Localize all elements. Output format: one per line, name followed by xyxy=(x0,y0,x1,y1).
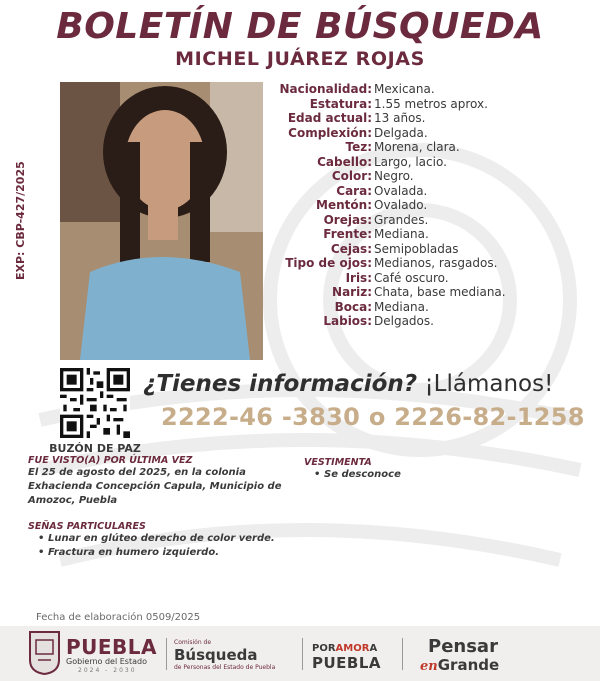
attr-label: Cara: xyxy=(336,183,372,198)
attr-label: Tez: xyxy=(345,140,372,154)
attr-row xyxy=(262,198,592,213)
gobierno-text: Gobierno del Estado xyxy=(66,657,147,666)
last-seen-section xyxy=(28,455,298,508)
last-seen-text: El 25 de agosto del 2025, en la colonia Exhacienda Concepción Capula, Municipio de Amozoc, Puebla xyxy=(28,467,282,506)
attr-value: Mediana. xyxy=(374,299,429,314)
attr-value: Ovalado. xyxy=(374,198,428,212)
list-item: • Se desconoce xyxy=(314,468,504,482)
qr-code-icon[interactable] xyxy=(60,368,130,438)
marks-section xyxy=(28,521,328,560)
attr-value: Grandes. xyxy=(374,212,429,227)
list-item: • Lunar en glúteo derecho de color verde. xyxy=(38,532,328,546)
bulletin-title: BOLETÍN DE BÚSQUEDA xyxy=(56,6,544,47)
buzon-label: BUZÓN DE PAZ xyxy=(49,442,141,455)
attr-value: Medianos, rasgados. xyxy=(374,256,498,270)
divider xyxy=(302,638,303,670)
state-shield-icon xyxy=(28,630,61,676)
grande-text: Grande xyxy=(437,656,500,674)
marks-title: SEÑAS PARTICULARES xyxy=(28,521,146,532)
divider xyxy=(166,638,167,670)
attr-row xyxy=(262,155,592,170)
attr-value: Morena, clara. xyxy=(374,140,460,154)
pensar-text: Pensar xyxy=(428,636,498,657)
person-name: MICHEL JUÁREZ ROJAS xyxy=(175,48,425,70)
attr-row xyxy=(262,213,592,228)
attr-label: Cejas: xyxy=(330,241,372,256)
years-text: 2024 - 2030 xyxy=(78,667,137,674)
attr-row xyxy=(262,300,592,315)
por-amor-puebla-text: PUEBLA xyxy=(312,654,382,672)
attr-row xyxy=(262,169,592,184)
attr-value: Delgada. xyxy=(374,125,428,140)
attr-value: Mexicana. xyxy=(374,82,435,96)
amor-text: AMOR xyxy=(335,643,370,654)
attr-label: Nacionalidad: xyxy=(279,82,372,96)
attr-value: Café oscuro. xyxy=(374,270,449,285)
phone-numbers[interactable]: 2222-46 -3830 o 2226-82-1258 xyxy=(161,403,585,431)
attr-row xyxy=(262,140,592,155)
attr-row xyxy=(262,126,592,141)
attr-label: Frente: xyxy=(323,227,372,241)
comision-text: Comisión de xyxy=(174,639,212,646)
attributes-list xyxy=(262,82,592,329)
file-number: EXP: CBP-427/2025 xyxy=(14,161,27,280)
puebla-logo-text: PUEBLA xyxy=(66,635,158,659)
attr-row xyxy=(262,111,592,126)
busqueda-sub-text: de Personas del Estado de Puebla xyxy=(174,664,276,671)
por-amor-text xyxy=(312,643,377,654)
attr-row xyxy=(262,285,592,300)
attr-value: Mediana. xyxy=(374,227,429,241)
list-item: • Fractura en humero izquierdo. xyxy=(38,546,328,560)
attr-label: Boca: xyxy=(334,299,372,314)
attr-row xyxy=(262,227,592,242)
attr-row xyxy=(262,184,592,199)
clothing-section xyxy=(304,457,504,482)
a-text: A xyxy=(369,643,378,654)
attr-label: Edad actual: xyxy=(287,111,372,125)
contact-cta xyxy=(143,371,553,397)
attr-label: Cabello: xyxy=(317,154,372,169)
person-photo xyxy=(60,82,263,360)
contact-question: ¿Tienes información? xyxy=(143,371,418,397)
por-text: POR xyxy=(312,643,336,654)
attr-row xyxy=(262,314,592,329)
attr-label: Iris: xyxy=(345,270,372,285)
attr-value: Delgados. xyxy=(374,314,434,328)
attr-value: Largo, lacio. xyxy=(374,154,447,169)
attr-row xyxy=(262,97,592,112)
attr-value: 13 años. xyxy=(374,111,426,125)
attr-row xyxy=(262,271,592,286)
attr-value: Chata, base mediana. xyxy=(374,285,506,299)
attr-label: Estatura: xyxy=(309,96,372,111)
attr-value: Semipobladas xyxy=(374,241,459,256)
attr-row xyxy=(262,82,592,97)
en-text: en xyxy=(420,659,438,674)
attr-label: Nariz: xyxy=(332,285,372,299)
attr-label: Complexión: xyxy=(288,125,372,140)
attr-label: Mentón: xyxy=(316,198,372,212)
attr-label: Labios: xyxy=(323,314,372,328)
elaboration-date: Fecha de elaboración 0509/2025 xyxy=(36,612,201,623)
busqueda-text: Búsqueda xyxy=(174,646,258,664)
attr-label: Orejas: xyxy=(323,212,372,227)
divider xyxy=(402,638,403,670)
attr-label: Tipo de ojos: xyxy=(285,256,372,270)
attr-row xyxy=(262,242,592,257)
attr-value: Negro. xyxy=(374,169,414,183)
attr-row xyxy=(262,256,592,271)
contact-call: ¡Llámanos! xyxy=(424,371,554,397)
footer-logos xyxy=(0,626,600,681)
last-seen-title: FUE VISTO(A) POR ÚLTIMA VEZ xyxy=(28,455,193,466)
attr-value: 1.55 metros aprox. xyxy=(374,96,488,111)
clothing-title: VESTIMENTA xyxy=(304,457,372,468)
attr-value: Ovalada. xyxy=(374,183,428,198)
attr-label: Color: xyxy=(331,169,372,183)
en-grande-text xyxy=(420,656,499,674)
